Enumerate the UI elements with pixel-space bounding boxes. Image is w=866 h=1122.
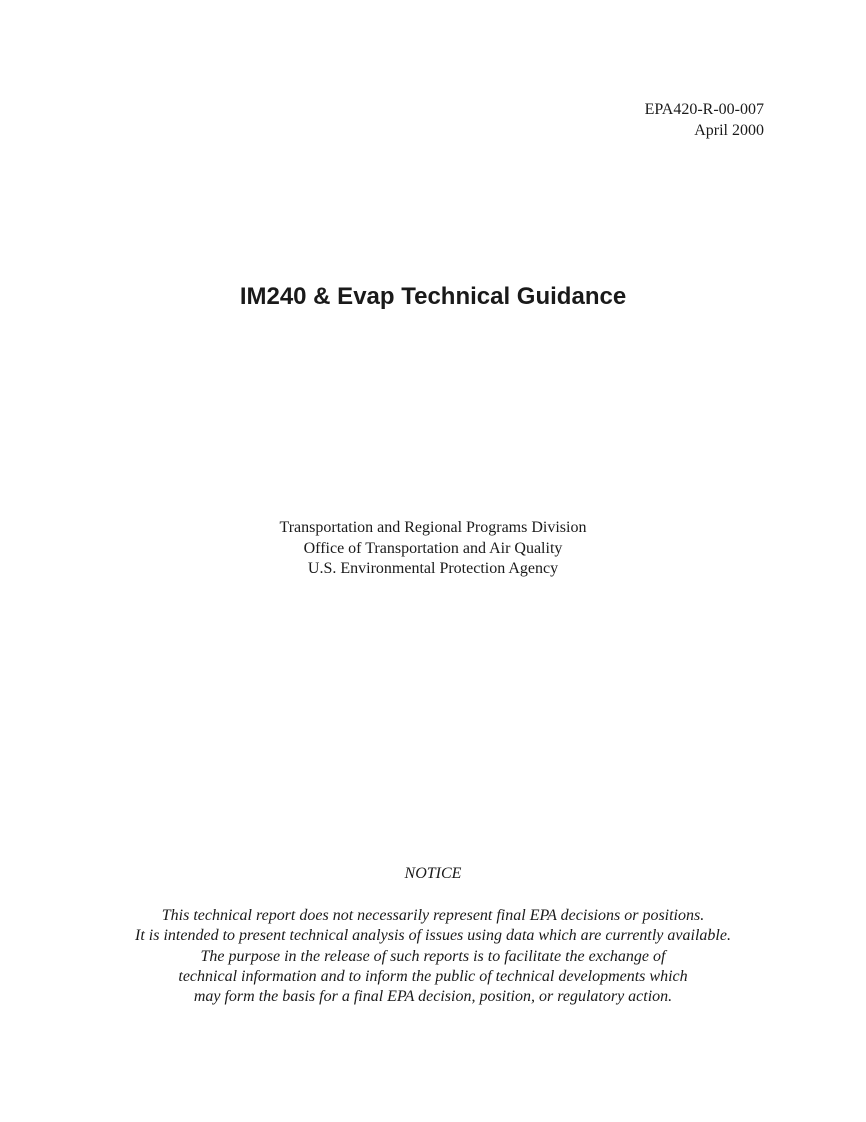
report-number: EPA420-R-00-007 <box>644 101 764 118</box>
document-meta <box>645 99 764 141</box>
division-name: Transportation and Regional Programs Division <box>279 519 587 536</box>
notice-line: The purpose in the release of such reports is to facilitate the exchange of <box>200 947 666 965</box>
agency-name: U.S. Environmental Protection Agency <box>307 560 559 577</box>
notice-line: may form the basis for a final EPA decision, position, or regulatory action. <box>193 988 673 1006</box>
notice-line: technical information and to inform the public of technical developments which <box>178 967 688 985</box>
notice-line: This technical report does not necessarily represent final EPA decisions or positions. <box>161 907 705 924</box>
organization-block <box>0 518 866 580</box>
notice-heading: NOTICE <box>404 865 462 882</box>
notice-line: It is intended to present technical analysis of issues using data which are currently available. <box>135 927 731 945</box>
publication-date: April 2000 <box>694 122 764 139</box>
notice-body <box>0 906 866 1007</box>
document-title: IM240 & Evap Technical Guidance <box>239 283 627 310</box>
office-name: Office of Transportation and Air Quality <box>303 539 563 557</box>
